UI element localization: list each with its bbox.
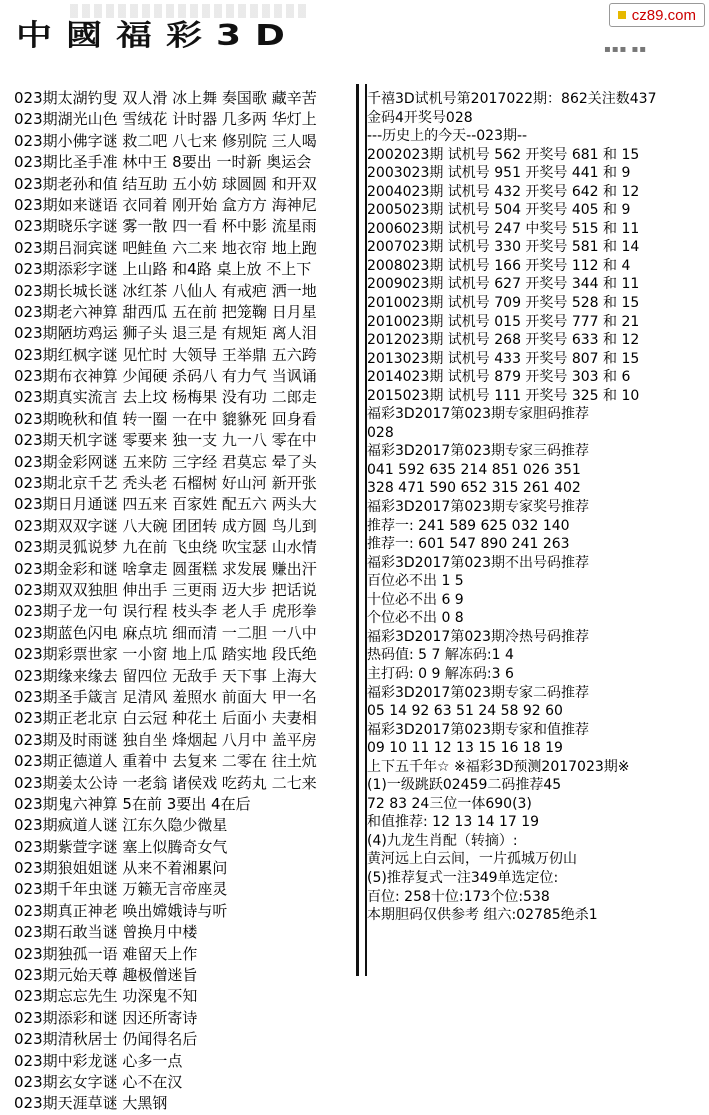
title-scribble xyxy=(70,4,310,18)
riddle-line: 023期正老北京 白云冠 种花土 后面小 夫妻相 xyxy=(14,709,317,728)
riddle-line: 023期蓝色闪电 麻点坑 细而清 一二胆 一八中 xyxy=(14,623,317,642)
riddle-line: 023期元始天尊 趣极僧迷旨 xyxy=(14,966,198,985)
info-line: 福彩3D2017第023期专家二码推荐 xyxy=(367,684,590,701)
info-line: 福彩3D2017第023期专家胆码推荐 xyxy=(367,406,590,423)
info-line: 2003023期 试机号 951 开奖号 441 和 9 xyxy=(367,165,631,182)
riddle-line: 023期子龙一句 误行程 枝头李 老人手 虎形拳 xyxy=(14,602,317,621)
riddle-line: 023期日月通谜 四五来 百家姓 配五六 两头大 xyxy=(14,495,317,514)
riddle-line: 023期老孙和值 结互助 五小妨 球圆圆 和开双 xyxy=(14,174,317,193)
info-line: 百位: 258十位:173个位:538 xyxy=(367,888,550,905)
info-line: (4)九龙生肖配（转摘）: xyxy=(367,832,518,849)
watermark-badge[interactable] xyxy=(609,3,705,27)
info-line: 推荐一: 241 589 625 032 140 xyxy=(367,517,570,534)
info-line: 千禧3D试机号第2017022期：862关注数437 xyxy=(367,91,657,107)
riddle-line: 023期布衣神算 少闻硬 杀码八 有力气 当讽诵 xyxy=(14,367,317,386)
info-line: 福彩3D2017第023期冷热号码推荐 xyxy=(367,628,590,645)
info-line: 2013023期 试机号 433 开奖号 807 和 15 xyxy=(367,350,640,367)
info-line: 09 10 11 12 13 15 16 18 19 xyxy=(367,740,563,757)
riddle-line: 023期中彩龙谜 心多一点 xyxy=(14,1051,183,1070)
info-line: 个位必不出 0 8 xyxy=(367,610,464,627)
info-line: 福彩3D2017第023期不出号码推荐 xyxy=(367,554,590,571)
info-line: 和值推荐: 12 13 14 17 19 xyxy=(367,814,540,831)
riddle-line: 023期双双独胆 伸出手 三更雨 迈大步 把话说 xyxy=(14,580,317,599)
riddle-line: 023期如来谜语 衣同着 刚开始 盒方方 海神尼 xyxy=(14,195,317,214)
info-line: 72 83 24三位一体690(3) xyxy=(367,795,532,812)
riddle-line: 023期太湖钓叟 双人滑 冰上舞 奏国歌 藏辛苦 xyxy=(14,89,317,107)
riddle-line: 023期比圣手准 林中王 8要出 一时新 奥运会 xyxy=(14,153,312,172)
riddle-line: 023期石敢当谜 曾换月中楼 xyxy=(14,923,198,942)
riddle-line: 023期狼姐姐谜 从来不着湘累问 xyxy=(14,859,228,878)
info-line: 2006023期 试机号 247 中奖号 515 和 11 xyxy=(367,220,640,237)
riddle-line: 023期老六神算 甜西瓜 五在前 把笼鞠 日月星 xyxy=(14,302,317,321)
riddle-line: 023期金彩和谜 啥拿走 圆蛋糕 求发展 赚出汗 xyxy=(14,559,317,578)
info-line: 2007023期 试机号 330 开奖号 581 和 14 xyxy=(367,239,640,256)
info-line: (1)一级跳跃02459二码推荐45 xyxy=(367,777,562,794)
info-line: 2005023期 试机号 504 开奖号 405 和 9 xyxy=(367,202,631,219)
riddle-line: 023期晓乐字谜 雾一散 四一看 杯中影 流星雨 xyxy=(14,217,317,236)
info-line: 2009023期 试机号 627 开奖号 344 和 11 xyxy=(367,276,640,293)
riddle-line: 023期及时雨谜 独自坐 烽烟起 八月中 盖平房 xyxy=(14,730,317,749)
watermark-square-icon xyxy=(618,11,626,19)
riddle-line: 023期独孤一语 难留天上作 xyxy=(14,944,198,963)
riddle-line: 023期红枫字谜 见忙时 大领导 王举鼎 五六跨 xyxy=(14,345,317,364)
info-line: 041 592 635 214 851 026 351 xyxy=(367,461,581,478)
lottery-info-panel xyxy=(367,90,703,970)
info-line: 热码值: 5 7 解冻码:1 4 xyxy=(367,647,514,664)
riddle-line: 023期晚秋和值 转一圈 一在中 貔貅死 回身看 xyxy=(14,409,317,428)
riddle-line: 023期北京千艺 秃头老 石榴树 好山河 新开张 xyxy=(14,474,317,493)
riddle-line: 023期天涯草谜 大黑钢 xyxy=(14,1094,168,1113)
riddle-line: 023期吕洞宾谜 吧鲑鱼 六二来 地衣帘 地上跑 xyxy=(14,238,317,257)
riddle-line: 023期正德道人 重着中 去复来 二零在 往土炕 xyxy=(14,752,317,771)
riddle-line: 023期彩票世家 一小窗 地上瓜 踏实地 段氏绝 xyxy=(14,645,317,664)
riddle-line: 023期小佛字谜 救二吧 八七来 修别院 三人喝 xyxy=(14,131,317,150)
header xyxy=(0,0,709,80)
info-line: 2004023期 试机号 432 开奖号 642 和 12 xyxy=(367,183,640,200)
info-line: ---历史上的今天--023期-- xyxy=(367,128,528,145)
riddle-line: 023期清秋居士 仍闻得名后 xyxy=(14,1030,198,1049)
watermark-text: cz89.com xyxy=(631,6,696,24)
riddle-line: 023期灵狐说梦 九在前 飞虫绕 吹宝瑟 山水情 xyxy=(14,538,317,557)
riddle-line: 023期金彩网谜 五来防 三字经 君莫忘 晕了头 xyxy=(14,452,317,471)
info-line: 福彩3D2017第023期专家和值推荐 xyxy=(367,721,590,738)
riddle-line: 023期圣手箴言 足清风 羞照水 前面大 甲一名 xyxy=(14,687,317,706)
info-line: 2002023期 试机号 562 开奖号 681 和 15 xyxy=(367,146,640,163)
riddle-line: 023期长城长谜 冰红茶 八仙人 有戒疤 洒一地 xyxy=(14,281,317,300)
info-line: 十位必不出 6 9 xyxy=(367,591,464,608)
riddle-line: 023期忘忘先生 功深鬼不知 xyxy=(14,987,198,1006)
riddle-line: 023期双双字谜 八大碗 团团转 成方圆 鸟儿到 xyxy=(14,516,317,535)
info-line: 黄河远上白云间，一片孤城万仞山 xyxy=(367,851,577,868)
riddle-line: 023期玄女字谜 心不在汉 xyxy=(14,1072,183,1091)
info-line: 福彩3D2017第023期专家奖号推荐 xyxy=(367,499,590,516)
info-line: 328 471 590 652 315 261 402 xyxy=(367,480,581,497)
riddle-line: 023期陋坊鸡运 狮子头 退三是 有规矩 离人泪 xyxy=(14,324,317,343)
info-line: 推荐一: 601 547 890 241 263 xyxy=(367,536,570,553)
riddle-line: 023期添彩和谜 因还所寄诗 xyxy=(14,1008,198,1027)
info-line: 2010023期 试机号 015 开奖号 777 和 21 xyxy=(367,313,640,330)
info-line: 百位必不出 1 5 xyxy=(367,573,464,590)
riddle-line: 023期疯道人谜 江东久隐少微星 xyxy=(14,816,228,835)
info-line: 福彩3D2017第023期专家三码推荐 xyxy=(367,443,590,460)
riddle-line: 023期湖光山色 雪绒花 计时器 几多两 华灯上 xyxy=(14,110,317,129)
riddle-list xyxy=(14,88,354,1113)
riddle-line: 023期天机字谜 零要来 独一支 九一八 零在中 xyxy=(14,431,317,450)
info-line: 主打码: 0 9 解冻码:3 6 xyxy=(367,665,514,682)
info-line: 028 xyxy=(367,424,394,441)
info-line: (5)推荐复式一注349单选定位: xyxy=(367,869,559,886)
riddle-line: 023期添彩字谜 上山路 和4路 桌上放 不上下 xyxy=(14,260,312,279)
info-line: 2014023期 试机号 879 开奖号 303 和 6 xyxy=(367,369,631,386)
info-line: 2015023期 试机号 111 开奖号 325 和 10 xyxy=(367,387,640,404)
info-line: 2010023期 试机号 709 开奖号 528 和 15 xyxy=(367,295,640,312)
page-title: 中國福彩3D xyxy=(16,19,299,52)
riddle-line: 023期真正神老 唤出嫦娥诗与听 xyxy=(14,901,228,920)
info-line: 金码4开奖号028 xyxy=(367,109,473,126)
info-line: 2008023期 试机号 166 开奖号 112 和 4 xyxy=(367,257,631,274)
corner-scribble: ▪▪▪ ▪▪ xyxy=(604,44,648,55)
riddle-line: 023期缘来缘去 留四位 无敌手 天下事 上海大 xyxy=(14,666,317,685)
column-divider xyxy=(356,84,367,976)
info-line: 本期胆码仅供参考 组六:02785绝杀1 xyxy=(367,907,598,924)
riddle-line: 023期千年虫谜 万籁无言帝座灵 xyxy=(14,880,228,899)
riddle-line: 023期真实流言 去上坟 杨梅果 没有功 二郎走 xyxy=(14,388,317,407)
riddle-line: 023期紫萱字谜 塞上似腾奇女气 xyxy=(14,837,228,856)
riddle-line: 023期鬼六神算 5在前 3要出 4在后 xyxy=(14,794,251,813)
riddle-line: 023期姜太公诗 一老翁 诸侯戏 吃药丸 二七来 xyxy=(14,773,317,792)
info-line: 上下五千年☆ ※福彩3D预测2017023期※ xyxy=(367,758,630,775)
info-line: 05 14 92 63 51 24 58 92 60 xyxy=(367,703,563,720)
info-line: 2012023期 试机号 268 开奖号 633 和 12 xyxy=(367,332,640,349)
